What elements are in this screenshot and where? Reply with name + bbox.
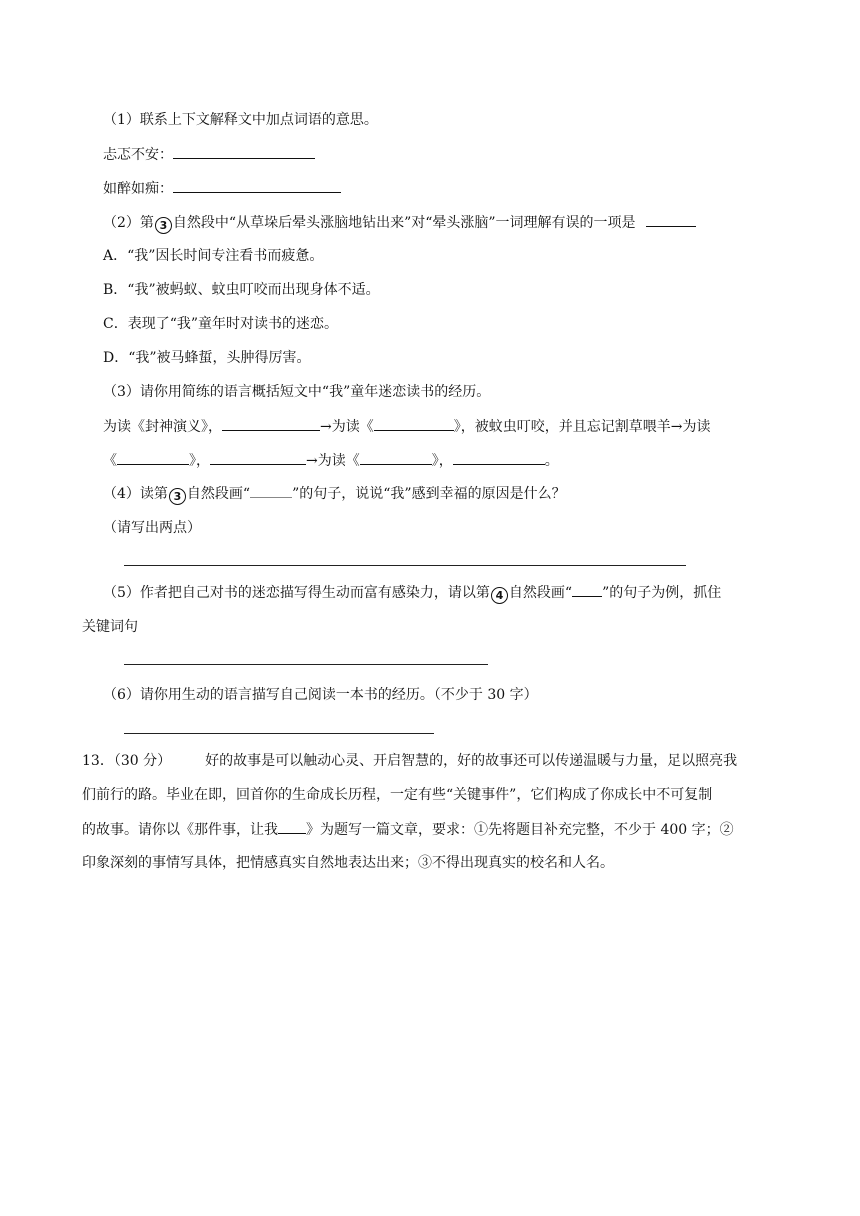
- answer-blank[interactable]: [646, 212, 696, 227]
- fill-text: 《: [103, 453, 117, 469]
- q12-sub1-prompt: （1）联系上下文解释文中加点词语的意思。: [103, 112, 378, 128]
- q12-sub1-term1: [103, 144, 315, 164]
- underline-mark: [572, 584, 602, 597]
- prompt-text: 自然段画“: [508, 585, 573, 601]
- q12-sub3-line1: [103, 416, 710, 436]
- q13-text: 的故事。请你以《那件事，让我: [82, 822, 278, 838]
- q12-sub2-prompt: [103, 212, 696, 232]
- prompt-text: ”的句子，说说“我”感到幸福的原因是什么？: [292, 486, 566, 502]
- q12-sub5-prompt: [103, 583, 721, 603]
- fill-text: →为读《: [320, 419, 374, 435]
- q13-line3: [82, 819, 734, 839]
- answer-blank[interactable]: [117, 450, 189, 465]
- circled-number-3-icon: 3: [155, 217, 172, 234]
- q12-sub5-line2: 关键词句: [82, 619, 138, 635]
- answer-blank[interactable]: [222, 416, 320, 431]
- answer-line[interactable]: [124, 565, 686, 566]
- q12-sub4-note: （请写出两点）: [103, 520, 201, 536]
- option-b[interactable]: B．“我”被蚂蚁、蚊虫叮咬而出现身体不适。: [103, 282, 380, 298]
- fill-text: 》，: [431, 453, 453, 469]
- underline-mark: [250, 485, 292, 498]
- q12-sub4-prompt: [103, 484, 566, 504]
- answer-blank[interactable]: [173, 178, 341, 193]
- prompt-text: 自然段画“: [186, 486, 251, 502]
- q12-sub3-line2: [103, 450, 559, 470]
- q12-sub6-prompt: （6）请你用生动的语言描写自己阅读一本书的经历。（不少于 30 字）: [103, 687, 538, 703]
- prompt-text: 自然段中“从草垛后晕头涨脑地钻出来”对“晕头涨脑”一词理解有误的一项是: [172, 215, 636, 231]
- fill-text: 为读《封神演义》，: [103, 419, 222, 435]
- q12-sub1-term2: [103, 178, 341, 198]
- prompt-text: ”的句子为例，抓住: [602, 585, 722, 601]
- fill-text: 。: [544, 453, 559, 469]
- answer-blank[interactable]: [453, 450, 545, 465]
- prompt-text: （2）第: [103, 215, 154, 231]
- fill-text: 》，: [189, 453, 210, 469]
- term1-label: 忐忑不安：: [103, 147, 173, 163]
- option-c[interactable]: C．表现了“我”童年时对读书的迷恋。: [103, 316, 339, 332]
- circled-number-3-icon: 3: [169, 488, 186, 505]
- term2-label: 如醉如痴：: [103, 181, 173, 197]
- answer-line[interactable]: [124, 664, 488, 665]
- answer-blank[interactable]: [173, 144, 315, 159]
- q13-text: 好的故事是可以触动心灵、开启智慧的，好的故事还可以传递温暖与力量，足以照亮我: [205, 753, 738, 769]
- fill-text: →为读《: [306, 453, 360, 469]
- q12-sub3-prompt: （3）请你用简练的语言概括短文中“我”童年迷恋读书的经历。: [103, 384, 491, 400]
- option-a[interactable]: A．“我”因长时间专注看书而疲惫。: [103, 248, 324, 264]
- prompt-text: （4）读第: [103, 486, 168, 502]
- question-number: 13．（30 分）: [82, 753, 172, 769]
- title-blank[interactable]: [278, 819, 306, 834]
- answer-blank[interactable]: [374, 416, 454, 431]
- fill-text: 》，被蚊虫叮咬，并且忘记割草喂羊→为读: [453, 419, 711, 435]
- option-d[interactable]: D．“我”被马蜂蜇，头肿得厉害。: [103, 350, 311, 366]
- q13-line1: [82, 751, 737, 771]
- prompt-text: （5）作者把自己对书的迷恋描写得生动而富有感染力，请以第: [103, 585, 490, 601]
- answer-blank[interactable]: [210, 450, 306, 465]
- circled-number-4-icon: 4: [491, 587, 508, 604]
- answer-line[interactable]: [124, 733, 434, 734]
- q13-line2: 们前行的路。毕业在即，回首你的生命成长历程，一定有些“关键事件”，它们构成了你成长中不可复制: [82, 787, 713, 803]
- q13-text: 》为题写一篇文章，要求：①先将题目补充完整，不少于 400 字；②: [306, 822, 734, 838]
- q13-line4: 印象深刻的事情写具体，把情感真实自然地表达出来；③不得出现真实的校名和人名。: [82, 855, 614, 871]
- answer-blank[interactable]: [360, 450, 432, 465]
